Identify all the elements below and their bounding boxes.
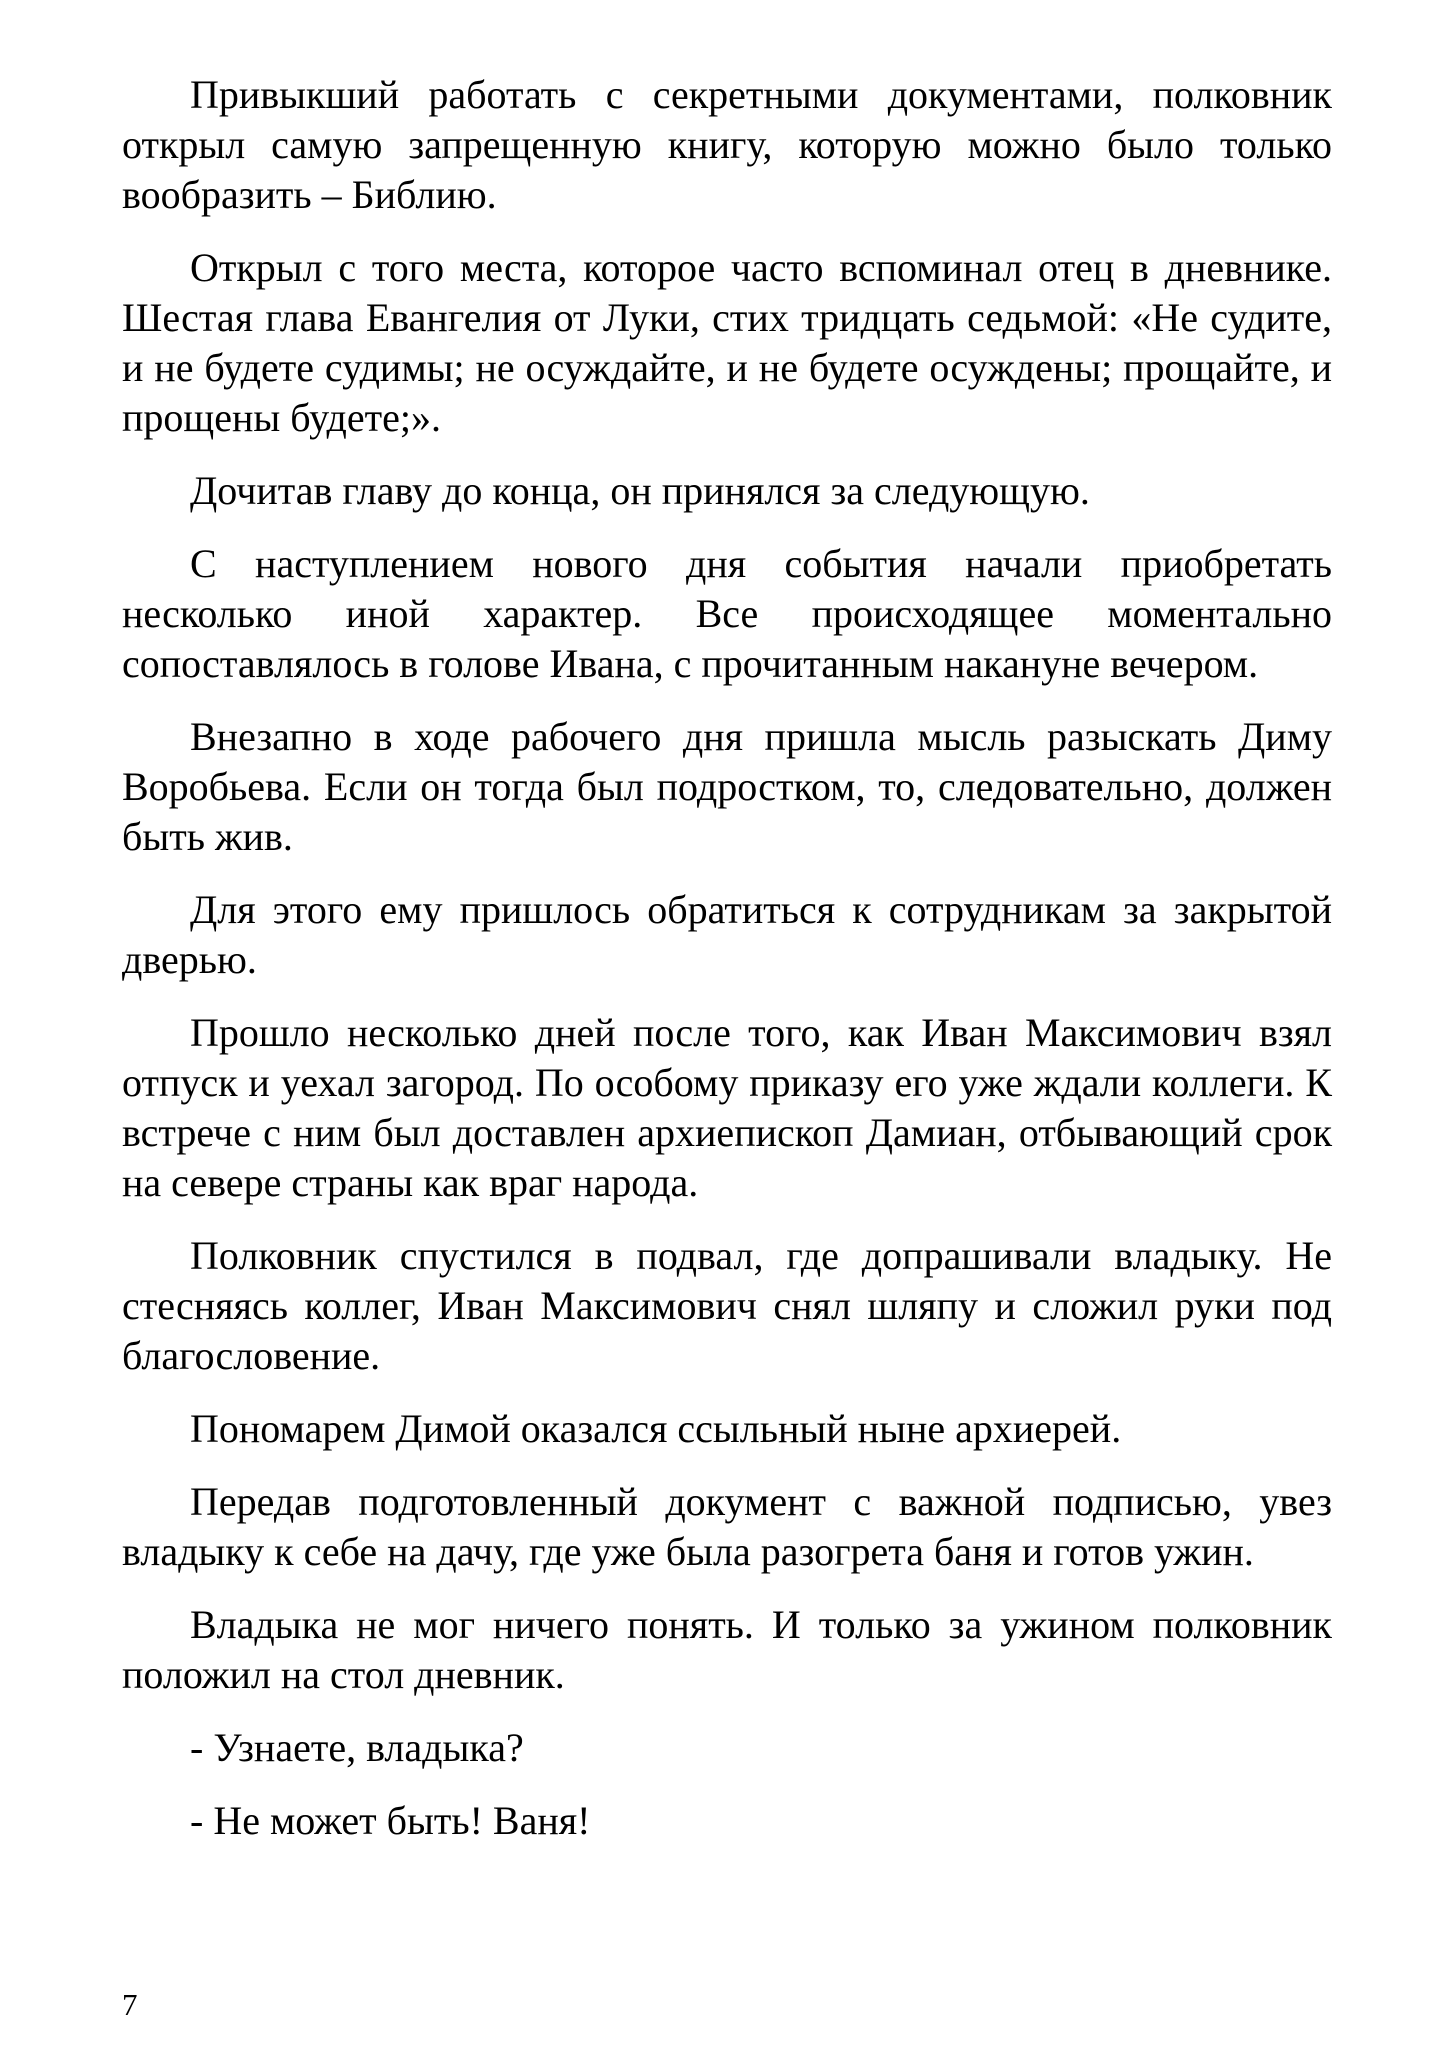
paragraph-8: Полковник спустился в подвал, где допрашивали владыку. Не стесняясь коллег, Иван Максимович снял шляпу и сложил руки под благословение. [122, 1233, 1332, 1378]
page-number: 7 [122, 1987, 138, 2022]
paragraph-11: Владыка не мог ничего понять. И только за ужином полковник положил на стол дневник. [122, 1602, 1332, 1697]
paragraph-10: Передав подготовленный документ с важной подписью, увез владыку к себе на дачу, где уже была разогрета баня и готов ужин. [122, 1479, 1332, 1574]
paragraph-4: С наступлением нового дня события начали приобретать несколько иной характер. Все происходящее моментально сопоставлялось в голове Ивана, с прочитанным накануне вечером. [122, 541, 1332, 686]
text-block [122, 70, 1332, 1869]
dialogue-line-1: - Узнаете, владыка? [190, 1725, 524, 1770]
paragraph-9: Пономарем Димой оказался ссыльный ныне архиерей. [190, 1406, 1122, 1451]
paragraph-5: Внезапно в ходе рабочего дня пришла мысль разыскать Диму Воробьева. Если он тогда был подростком, то, следовательно, должен быть жив. [122, 714, 1332, 859]
dialogue-line-2: - Не может быть! Ваня! [190, 1798, 591, 1843]
paragraph-6: Для этого ему пришлось обратиться к сотрудникам за закрытой дверью. [122, 887, 1332, 982]
paragraph-3: Дочитав главу до конца, он принялся за следующую. [190, 468, 1090, 513]
paragraph-1: Привыкший работать с секретными документами, полковник открыл самую запрещенную книгу, которую можно было только вообразить – Библию. [122, 72, 1332, 217]
paragraph-2: Открыл с того места, которое часто вспоминал отец в дневнике. Шестая глава Евангелия от Луки, стих тридцать седьмой: «Не судите, и не будете судимы; не осуждайте, и не будете осуждены; прощайте, и прощены будете;». [122, 245, 1332, 440]
paragraph-7: Прошло несколько дней после того, как Иван Максимович взял отпуск и уехал загород. По особому приказу его уже ждали коллеги. К встрече с ним был доставлен архиепископ Дамиан, отбывающий срок на севере страны как враг народа. [122, 1010, 1332, 1205]
